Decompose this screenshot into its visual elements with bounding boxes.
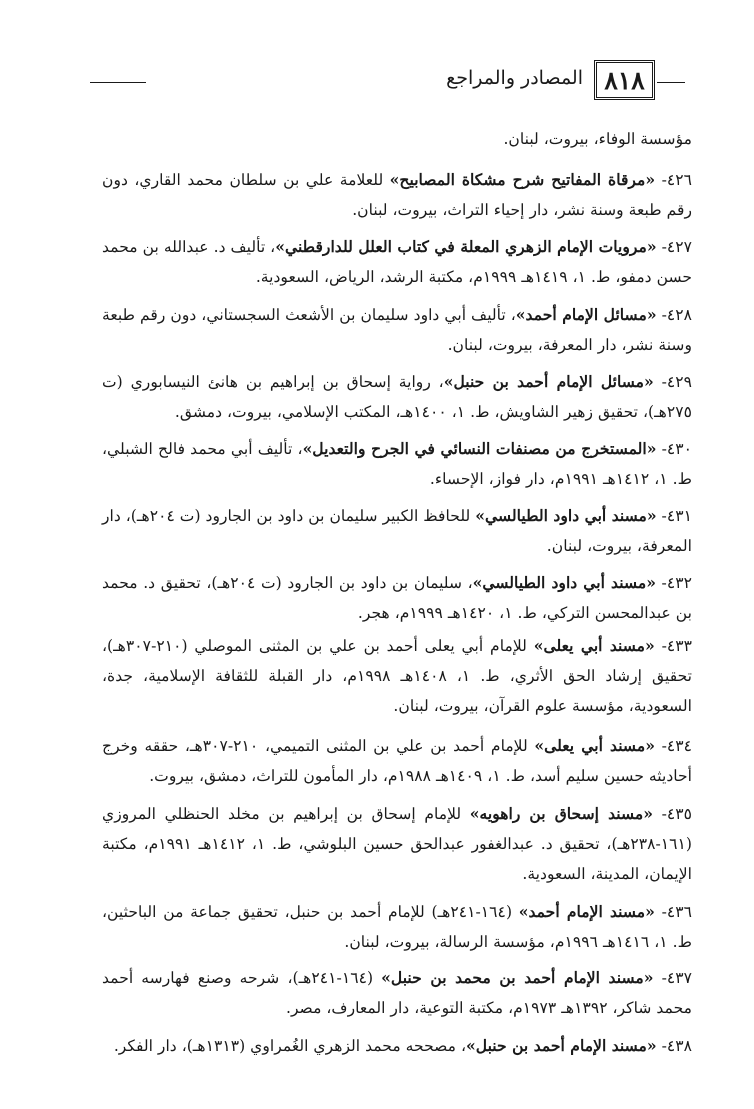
entry-number: ٤٣١- [656, 507, 692, 525]
entry-title: «مسائل الإمام أحمد» [515, 305, 657, 324]
running-header [90, 58, 685, 106]
entry-title: «مسائل الإمام أحمد بن حنبل» [443, 372, 654, 391]
entry-title: «مسند أبي يعلى» [534, 736, 655, 755]
entry-text: للإمام إسحاق بن إبراهيم بن مخلد الحنظلي المروزي (١٦١-٢٣٨هـ)، تحقيق د. عبدالغفور عبدالحق حسين البلوشي، ط. ١، ١٤١٢هـ ١٩٩١م، مكتبة الإيمان، المدينة، السعودية. [102, 805, 692, 883]
reference-entry [102, 963, 692, 1023]
reference-entry [102, 434, 692, 494]
entry-title: «المستخرج من مصنفات النسائي في الجرح والتعديل» [302, 439, 657, 458]
reference-entry [102, 232, 692, 292]
entry-number: ٤٣٥- [652, 805, 692, 823]
reference-entry [102, 568, 692, 628]
entry-text: ، سليمان بن داود بن الجارود (ت ٢٠٤هـ)، تحقيق د. محمد بن عبدالمحسن التركي، ط. ١، ١٤٢٠هـ ١٩٩٩م، هجر. [102, 574, 692, 622]
entry-title: «مسند الإمام أحمد بن حنبل» [466, 1036, 657, 1055]
section-title: المصادر والمراجع [446, 67, 583, 89]
entry-text: مؤسسة الوفاء، بيروت، لبنان. [503, 130, 692, 148]
entry-number: ٤٣٤- [654, 737, 693, 755]
reference-entry [102, 501, 692, 561]
entry-title: «مسند الإمام أحمد» [518, 902, 655, 921]
entry-title: «مسند أبي يعلى» [533, 636, 655, 655]
reference-entry [102, 799, 692, 889]
entry-text: ، مصححه محمد الزهري الغُمراوي (١٣١٣هـ)، دار الفكر. [113, 1037, 467, 1055]
entry-title: «مسند أبي داود الطيالسي» [475, 506, 657, 525]
reference-continuation [102, 124, 692, 154]
entry-text: ، رواية إسحاق بن إبراهيم بن هانئ النيسابوري (ت ٢٧٥هـ)، تحقيق زهير الشاويش، ط. ١، ١٤٠٠هـ، المكتب الإسلامي، بيروت، دمشق. [102, 373, 692, 421]
entry-number: ٤٣٧- [653, 969, 693, 987]
entry-number: ٤٣٣- [654, 637, 692, 655]
entry-number: ٤٢٧- [656, 238, 692, 256]
entry-title: «مرويات الإمام الزهري المعلة في كتاب العلل للدارقطني» [275, 237, 657, 256]
entry-number: ٤٣٨- [656, 1037, 692, 1055]
reference-entry [102, 631, 692, 721]
entry-text: للعلامة علي بن سلطان محمد القاري، دون رقم طبعة وسنة نشر، دار إحياء التراث، بيروت، لبنان. [102, 171, 692, 219]
header-rule-right [657, 82, 685, 83]
reference-entry [102, 300, 692, 360]
entry-text: للإمام أبي يعلى أحمد بن علي بن المثنى الموصلي (٢١٠-٣٠٧هـ)، تحقيق إرشاد الحق الأثري، ط. ١، ١٤٠٨هـ ١٩٩٨م، دار القبلة للثقافة الإسلامية، جدة، السعودية، مؤسسة علوم القرآن، بيروت، لبنان. [102, 637, 692, 715]
entry-number: ٤٣٠- [656, 440, 692, 458]
entry-text: للحافظ الكبير سليمان بن داود بن الجارود (ت ٢٠٤هـ)، دار المعرفة، بيروت، لبنان. [102, 507, 692, 555]
entry-text: للإمام أحمد بن علي بن المثنى التميمي، ٢١٠-٣٠٧هـ، حققه وخرج أحاديثه حسين سليم أسد، ط. ١، ١٤٠٩هـ ١٩٨٨م، دار المأمون للتراث، دمشق، بيروت. [102, 737, 692, 785]
reference-entry [102, 1031, 692, 1061]
entry-number: ٤٢٦- [655, 171, 693, 189]
reference-entry [102, 165, 692, 225]
entry-number: ٤٢٩- [653, 373, 692, 391]
entry-text: (١٦٤-٢٤١هـ) للإمام أحمد بن حنبل، تحقيق جماعة من الباحثين، ط. ١، ١٤١٦هـ ١٩٩٦م، مؤسسة الرسالة، بيروت، لبنان. [102, 903, 692, 951]
entry-title: «مسند إسحاق بن راهويه» [469, 804, 653, 823]
entry-text: ، تأليف أبي داود سليمان بن الأشعث السجستاني، دون رقم طبعة وسنة نشر، دار المعرفة، بيروت، لبنان. [102, 306, 692, 354]
header-rule-left [90, 82, 146, 83]
page-number: ٨١٨ [594, 60, 655, 100]
entry-number: ٤٣٢- [655, 574, 692, 592]
entry-text: ، تأليف د. عبدالله بن محمد حسن دمفو، ط. ١، ١٤١٩هـ ١٩٩٩م، مكتبة الرشد، الرياض، السعودية. [102, 238, 692, 286]
entry-title: «مسند الإمام أحمد بن محمد بن حنبل» [381, 968, 654, 987]
reference-entry [102, 897, 692, 957]
entry-text: (١٦٤-٢٤١هـ)، شرحه وصنع فهارسه أحمد محمد شاكر، ١٣٩٢هـ ١٩٧٣م، مكتبة التوعية، دار المعارف، مصر. [102, 969, 692, 1017]
entry-title: «مسند أبي داود الطيالسي» [472, 573, 656, 592]
reference-entry [102, 731, 692, 791]
entry-title: «مرقاة المفاتيح شرح مشكاة المصابيح» [389, 170, 656, 189]
entry-number: ٤٣٦- [654, 903, 693, 921]
entry-text: ، تأليف أبي محمد فالح الشبلي، ط. ١، ١٤١٢هـ ١٩٩١م، دار فواز، الإحساء. [102, 440, 692, 488]
entry-number: ٤٢٨- [656, 306, 692, 324]
reference-entry [102, 367, 692, 427]
